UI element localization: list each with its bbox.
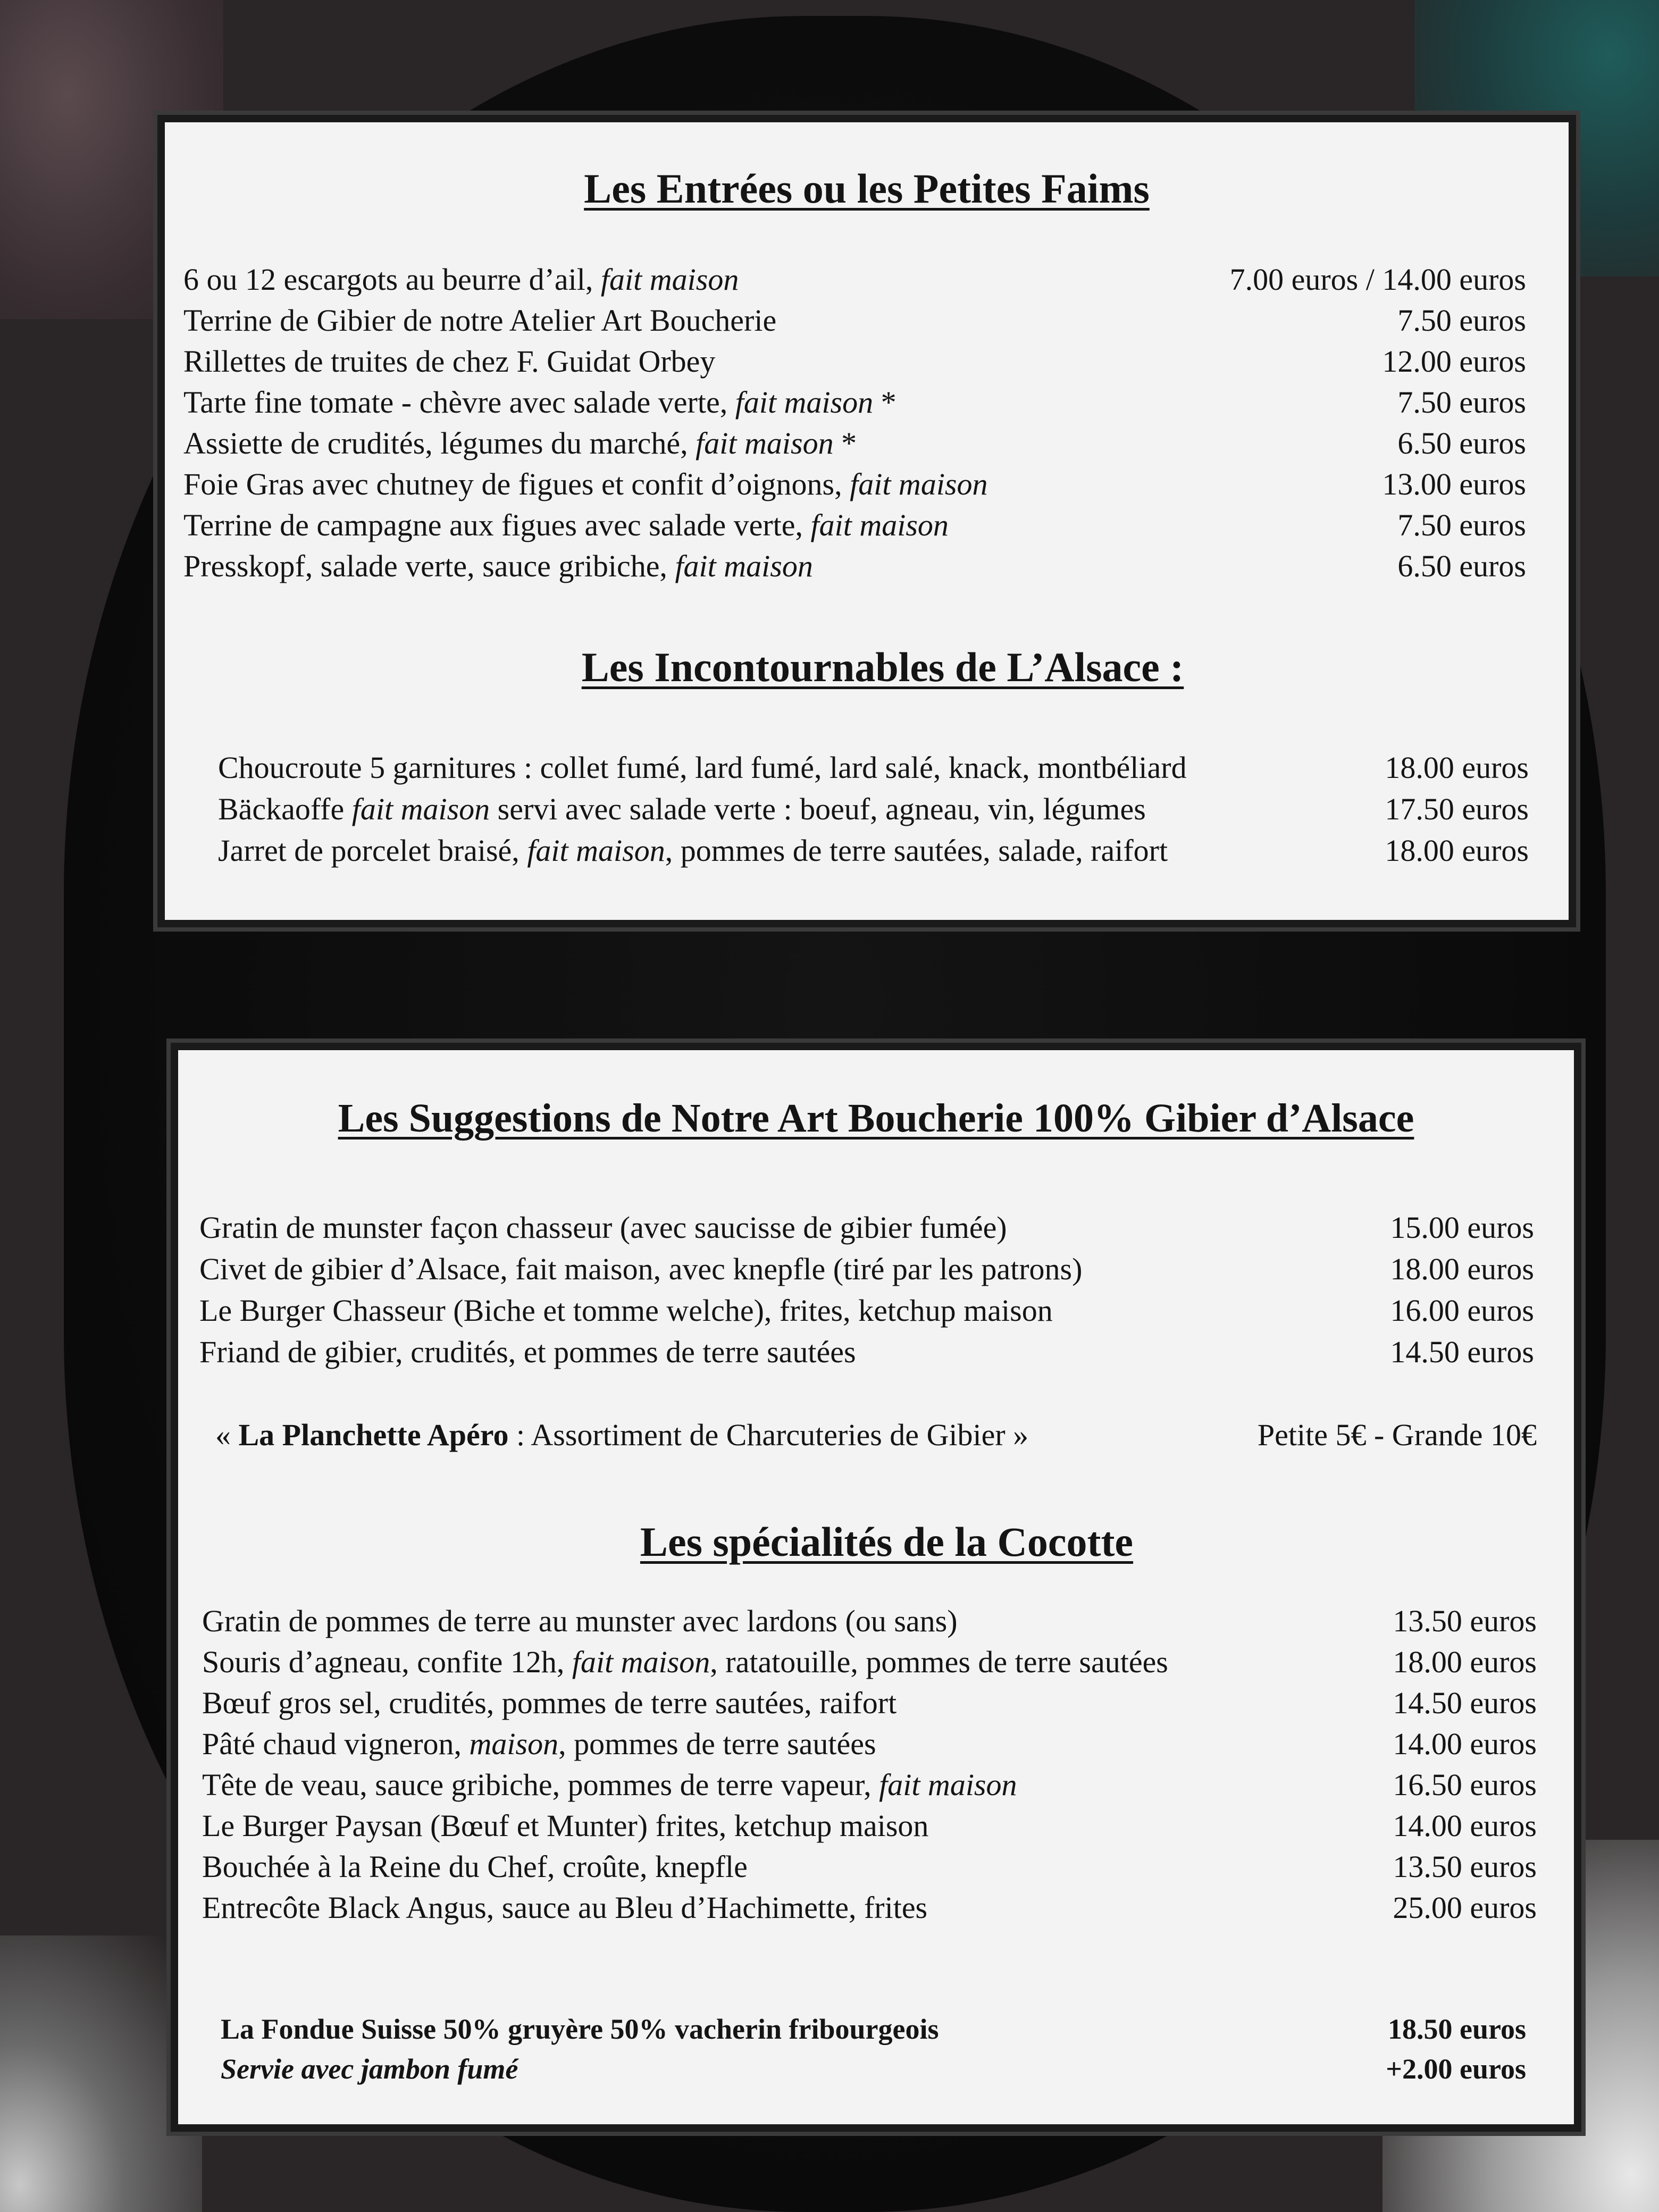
menu-item-row [178,1293,1574,1333]
menu-item-price: 18.00 euros [1385,833,1529,868]
planchette-name: La Planchette Apéro [238,1418,509,1452]
menu-item-note: fait maison [850,467,988,501]
menu-item-row [178,1685,1574,1725]
menu-item-price: 18.00 euros [1385,750,1529,785]
alsace-heading: Les Incontournables de L’Alsace : [581,644,1184,690]
menu-item-row [178,1849,1574,1889]
menu-item-name: 6 ou 12 escargots au beurre d’ail, fait maison [183,262,739,297]
menu-card-top [165,122,1569,920]
menu-item-price: 14.50 euros [1390,1335,1534,1369]
menu-item-price: 13.50 euros [1393,1849,1537,1884]
menu-item-name: Entrecôte Black Angus, sauce au Bleu d’Hachimette, frites [202,1890,928,1925]
menu-item-name: Tarte fine tomate - chèvre avec salade verte, fait maison * [183,385,896,420]
menu-item-name: Tête de veau, sauce gribiche, pommes de terre vapeur, fait maison [202,1767,1017,1802]
menu-item-row [178,1767,1574,1807]
menu-item-note: fait maison [696,426,834,460]
menu-item-row [165,303,1569,343]
menu-item-row [165,262,1569,302]
menu-item-row [165,791,1569,832]
menu-item-row [165,548,1569,589]
menu-item-price: 13.50 euros [1393,1604,1537,1638]
menu-item-name: Gratin de munster façon chasseur (avec saucisse de gibier fumée) [199,1210,1007,1245]
menu-item-row [165,343,1569,384]
menu-item-note: maison [469,1727,559,1761]
menu-item-row [178,1726,1574,1766]
menu-item-price: 18.00 euros [1390,1252,1534,1286]
menu-item-name: Terrine de campagne aux figues avec salade verte, fait maison [183,508,949,542]
planchette-row [178,1417,1574,1457]
menu-item-price: 7.00 euros / 14.00 euros [1229,262,1526,297]
menu-item-note: fait maison [527,833,665,868]
planchette-text: « La Planchette Apéro : Assortiment de Charcuteries de Gibier » [215,1418,1029,1452]
menu-item-name: Rillettes de truites de chez F. Guidat Orbey [183,344,716,379]
menu-item-price: 12.00 euros [1382,344,1526,379]
menu-item-price: 14.50 euros [1393,1686,1537,1720]
menu-item-name: Gratin de pommes de terre au munster avec lardons (ou sans) [202,1604,958,1638]
menu-item-row [178,1603,1574,1644]
menu-item-price: 7.50 euros [1397,385,1526,420]
background-floor-left [0,1936,202,2212]
menu-item-row [165,833,1569,873]
fondue-extra-price: +2.00 euros [1386,2053,1526,2085]
menu-card-bottom [178,1050,1574,2124]
menu-item-row [178,1890,1574,1930]
menu-item-name: Assiette de crudités, légumes du marché, fait maison * [183,426,857,460]
fondue-price: 18.50 euros [1387,2013,1526,2045]
menu-item-note: fait maison [735,385,874,420]
menu-item-price: 6.50 euros [1397,549,1526,583]
fondue-extra: Servie avec jambon fumé [221,2053,518,2085]
menu-item-name: Bœuf gros sel, crudités, pommes de terre sautées, raifort [202,1686,897,1720]
menu-item-row [165,507,1569,548]
menu-item-row [178,1644,1574,1685]
menu-item-name: Bouchée à la Reine du Chef, croûte, knepfle [202,1849,748,1884]
menu-item-price: 16.00 euros [1390,1293,1534,1328]
menu-item-name: Le Burger Paysan (Bœuf et Munter) frites, ketchup maison [202,1808,929,1843]
menu-item-name: Presskopf, salade verte, sauce gribiche, fait maison [183,549,813,583]
menu-item-price: 16.50 euros [1393,1767,1537,1802]
menu-item-name: Foie Gras avec chutney de figues et confit d’oignons, fait maison [183,467,988,501]
cocotte-heading: Les spécialités de la Cocotte [640,1519,1134,1565]
menu-item-price: 17.50 euros [1385,792,1529,826]
menu-item-row [178,1808,1574,1848]
menu-item-row [165,384,1569,425]
menu-item-row [165,425,1569,466]
menu-item-note: fait maison [572,1645,710,1679]
menu-item-row [178,1251,1574,1292]
menu-item-price: 6.50 euros [1397,426,1526,460]
fondue-name: La Fondue Suisse 50% gruyère 50% vacherin fribourgeois [221,2013,939,2045]
menu-item-note: fait maison [879,1767,1017,1802]
menu-item-name: Civet de gibier d’Alsace, fait maison, avec knepfle (tiré par les patrons) [199,1252,1083,1286]
menu-item-price: 7.50 euros [1397,508,1526,542]
menu-item-price: 15.00 euros [1390,1210,1534,1245]
menu-item-price: 13.00 euros [1382,467,1526,501]
menu-item-row [178,1210,1574,1250]
menu-item-price: 7.50 euros [1397,303,1526,338]
planchette-price: Petite 5€ - Grande 10€ [1257,1418,1537,1452]
menu-item-row [178,1334,1574,1375]
suggestions-heading: Les Suggestions de Notre Art Boucherie 100% Gibier d’Alsace [338,1096,1414,1141]
menu-item-name: Jarret de porcelet braisé, fait maison, pommes de terre sautées, salade, raifort [218,833,1168,868]
menu-item-name: Pâté chaud vigneron, maison, pommes de terre sautées [202,1727,876,1761]
menu-item-row [165,750,1569,790]
menu-item-price: 14.00 euros [1393,1727,1537,1761]
menu-item-note: fait maison [810,508,949,542]
fondue-extra-row [178,2052,1574,2093]
menu-item-name: Souris d’agneau, confite 12h, fait maison, ratatouille, pommes de terre sautées [202,1645,1168,1679]
menu-item-row [165,466,1569,507]
menu-item-note: fait maison [600,262,739,297]
menu-item-name: Friand de gibier, crudités, et pommes de terre sautées [199,1335,856,1369]
menu-item-note: fait maison [675,549,813,583]
menu-item-note: fait maison [351,792,490,826]
menu-item-name: Choucroute 5 garnitures : collet fumé, lard fumé, lard salé, knack, montbéliard [218,750,1187,785]
fondue-row [178,2013,1574,2053]
menu-item-name: Le Burger Chasseur (Biche et tomme welche), frites, ketchup maison [199,1293,1053,1328]
menu-item-name: Terrine de Gibier de notre Atelier Art Boucherie [183,303,777,338]
menu-item-price: 18.00 euros [1393,1645,1537,1679]
menu-item-name: Bäckaoffe fait maison servi avec salade verte : boeuf, agneau, vin, légumes [218,792,1146,826]
menu-item-price: 25.00 euros [1393,1890,1537,1925]
entrees-heading: Les Entrées ou les Petites Faims [584,165,1150,212]
menu-item-price: 14.00 euros [1393,1808,1537,1843]
